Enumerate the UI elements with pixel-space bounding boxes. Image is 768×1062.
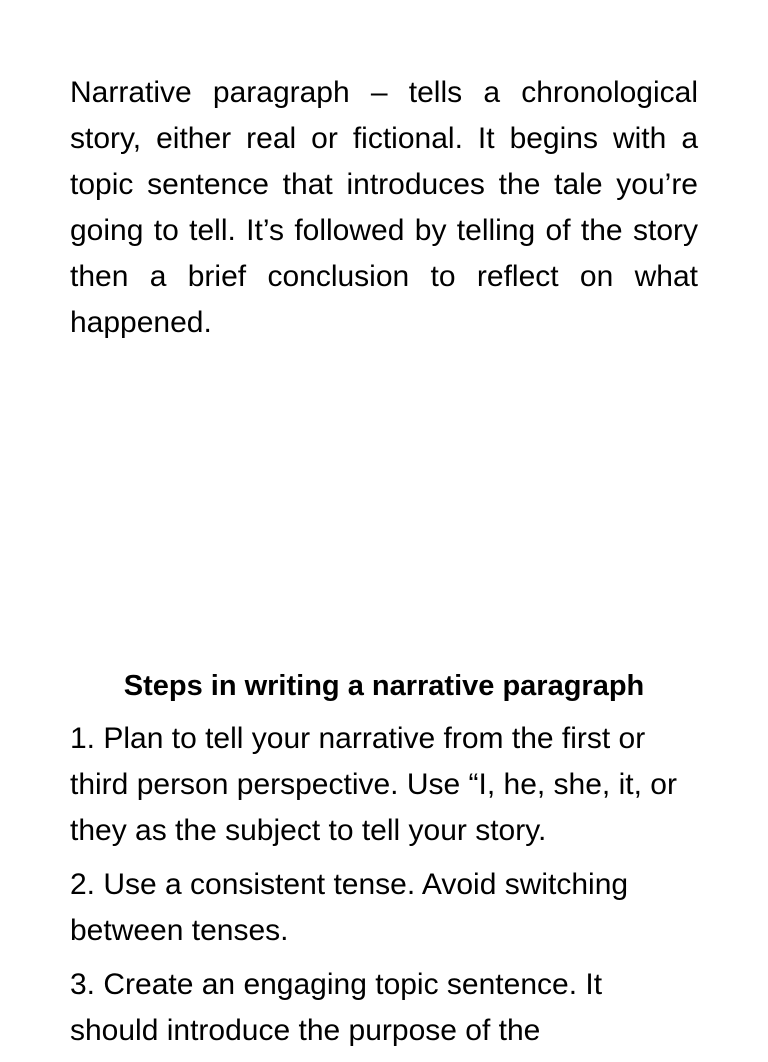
- steps-heading: Steps in writing a narrative paragraph: [123, 670, 645, 702]
- step-item: 3. Create an engaging topic sentence. It should introduce the purpose of the: [70, 968, 603, 1047]
- steps-list: [70, 716, 698, 1062]
- step-item: 2. Use a consistent tense. Avoid switching between tenses.: [70, 868, 629, 947]
- step-item: 1. Plan to tell your narrative from the first or third person perspective. Use “I, he, she, it, or they as the subject to tell your story.: [70, 722, 677, 847]
- intro-paragraph: Narrative paragraph – tells a chronological story, either real or fictional. It begins with a topic sentence that introduces the tale you’re going to tell. It’s followed by telling of the story then a brief conclusion to reflect on what happened.: [70, 76, 698, 339]
